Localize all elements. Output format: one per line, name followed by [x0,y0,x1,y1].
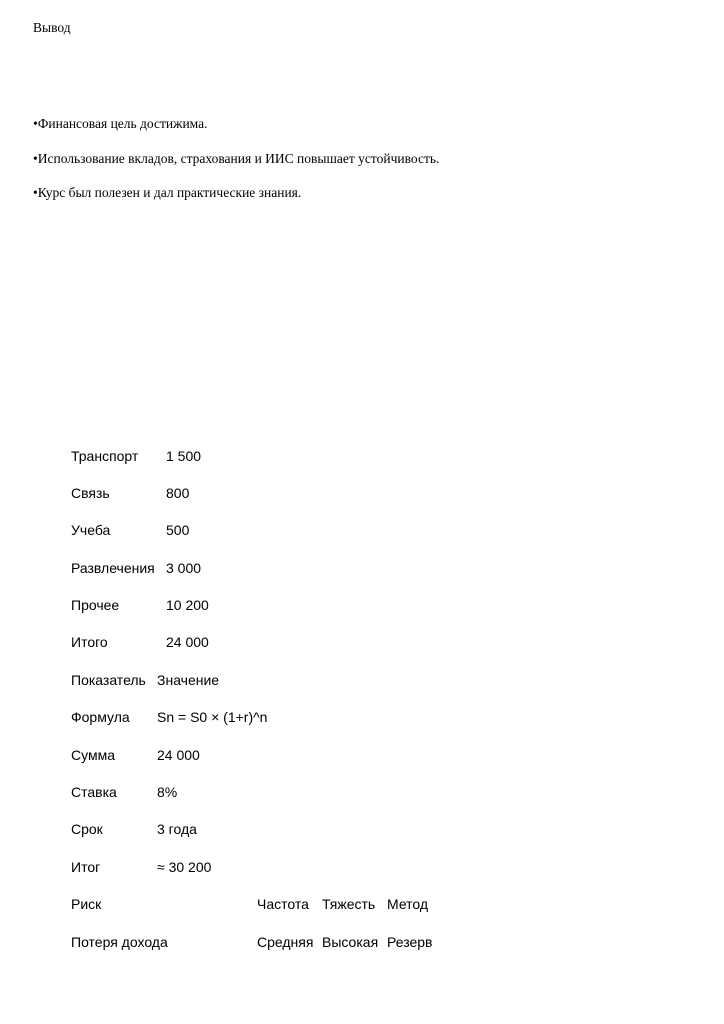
page-title: Вывод [33,20,71,35]
table-cell: Потеря дохода [71,934,168,950]
table-cell: ≈ 30 200 [157,859,212,875]
table-header-cell: Частота [257,896,309,912]
table-cell: Итого [71,634,108,650]
table-header-cell: Значение [157,672,220,688]
table-cell: Высокая [322,934,379,950]
table-cell: 3 года [157,821,197,837]
table-cell: Sn = S0 × (1+r)^n [157,709,268,725]
table-cell: Средняя [257,934,314,950]
table-cell: 10 200 [166,597,209,613]
table-cell: Срок [71,821,103,837]
table-cell: 3 000 [166,560,202,576]
table-cell: Связь [71,485,110,501]
table-header-cell: Метод [387,896,429,912]
table-cell: 24 000 [157,747,200,763]
conclusion-bullet: •Использование вкладов, страхования и ИИС повышает устойчивость. [33,151,440,166]
table-cell: Резерв [387,934,433,950]
table-cell: Сумма [71,747,115,763]
table-cell: Учеба [71,522,111,538]
table-cell: 800 [166,485,190,501]
table-cell: Формула [71,709,130,725]
table-cell: Ставка [71,784,117,800]
table-header-cell: Риск [71,896,102,912]
table-cell: Прочее [71,597,120,613]
table-cell: 1 500 [166,448,202,464]
conclusion-bullet: •Финансовая цель достижима. [33,116,208,131]
table-cell: Итог [71,859,101,875]
table-cell: Транспорт [71,448,139,464]
table-header-cell: Показатель [71,672,146,688]
table-cell: 24 000 [166,634,209,650]
conclusion-bullet: •Курс был полезен и дал практические знания. [33,185,302,200]
table-cell: 8% [157,784,178,800]
table-header-cell: Тяжесть [322,896,376,912]
table-cell: Развлечения [71,560,155,576]
table-cell: 500 [166,522,190,538]
